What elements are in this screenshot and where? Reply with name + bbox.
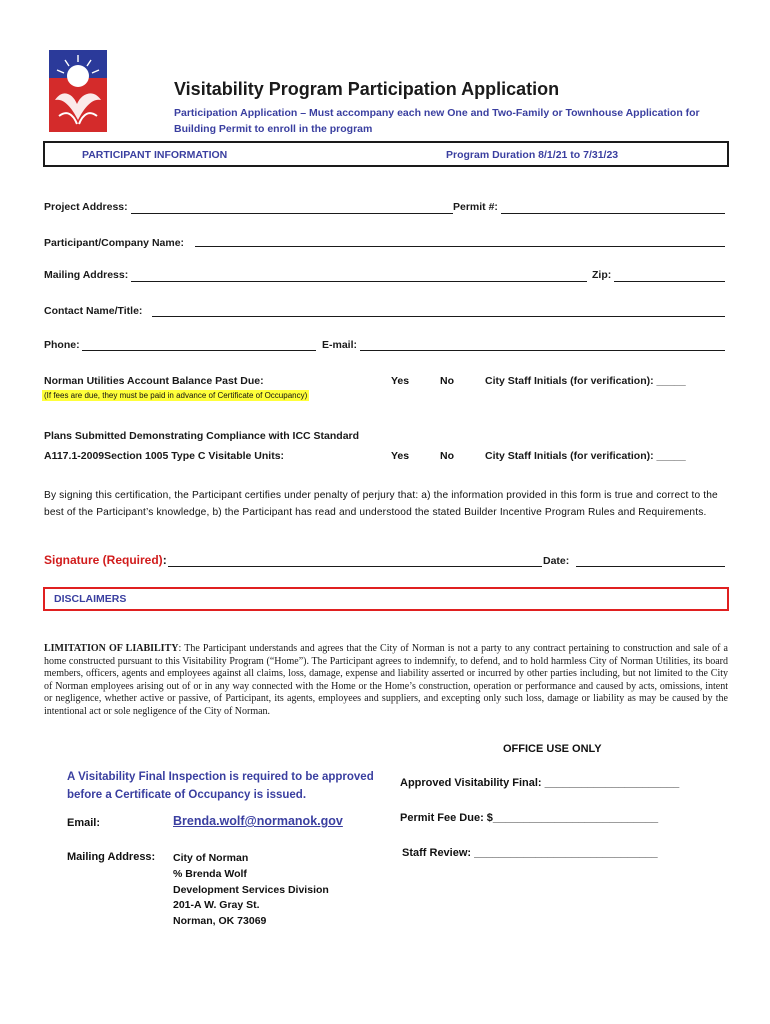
project-address-label: Project Address:	[44, 201, 128, 213]
participant-company-label: Participant/Company Name:	[44, 237, 185, 249]
address-line: City of Norman	[173, 852, 249, 864]
address-line: Development Services Division	[173, 883, 329, 896]
participant-info-heading: PARTICIPANT INFORMATION	[82, 149, 228, 161]
date-field[interactable]	[576, 566, 725, 567]
zip-field[interactable]	[614, 281, 725, 282]
address-line: Norman, OK 73069	[173, 915, 267, 928]
signature-label-text: Signature (Required)	[44, 553, 163, 567]
certification-text: By signing this certification, the Participant certifies under penalty of perjury that: a) the information provided in this form is true and correct to the best of the Participant’s knowledge, b) the Participant has read and understood the stated Builder Incentive Program Rules and Requirements.	[44, 490, 718, 518]
liability-text	[44, 643, 728, 719]
program-duration: Program Duration 8/1/21 to 7/31/23	[446, 149, 619, 161]
mailing-address-label: Mailing Address:	[44, 269, 129, 281]
contact-email-label: Email:	[67, 817, 101, 829]
signature-label: Signature (Required):	[44, 553, 167, 567]
mailing-address-field[interactable]	[131, 281, 587, 282]
utilities-yes-option[interactable]: Yes	[391, 375, 410, 387]
contact-address	[173, 851, 329, 930]
date-label: Date:	[543, 555, 570, 567]
email-label: E-mail:	[322, 339, 358, 351]
plans-yes-option[interactable]: Yes	[391, 450, 410, 462]
plans-no-option[interactable]: No	[440, 450, 454, 462]
signature-field[interactable]	[168, 566, 542, 567]
plans-staff-initials[interactable]: City Staff Initials (for verification): _____	[485, 450, 686, 462]
approved-final-field[interactable]: Approved Visitability Final: ______________________	[400, 777, 680, 789]
permit-label: Permit #:	[453, 201, 498, 213]
phone-label: Phone:	[44, 339, 80, 351]
liability-heading: LIMITATION OF LIABILITY	[44, 643, 179, 654]
disclaimers-box	[43, 587, 729, 611]
permit-fee-field[interactable]: Permit Fee Due: $___________________________	[400, 812, 659, 824]
final-inspection-notice: A Visitability Final Inspection is required to be approved before a Certificate of Occupancy is issued.	[67, 771, 374, 801]
fees-note-highlight: (If fees are due, they must be paid in advance of Certificate of Occupancy)	[44, 391, 308, 400]
address-line: % Brenda Wolf	[173, 867, 247, 880]
participant-company-field[interactable]	[195, 246, 725, 247]
contact-name-label: Contact Name/Title:	[44, 305, 143, 317]
permit-field[interactable]	[501, 213, 725, 214]
page-title: Visitability Program Participation Application	[174, 79, 560, 99]
city-logo-icon	[49, 50, 107, 132]
page-subtitle: Participation Application – Must accompany each new One and Two-Family or Townhouse Application for Building Permit to enroll in the program	[174, 107, 700, 135]
liability-body: : The Participant understands and agrees that the City of Norman is not a party to any contract pertaining to construction and sale of a home constructed pursuant to this Visitability Program (“Home”). The Participant agrees to indemnify, to defend, and to hold harmless City of Norman Utilities, its board members, officers, agents and employees against all claims, loss, damage, expense and liability asserted or incurred by other parties including, but not limited to the City of Norman employees arising out of or in any way connected with the Home or the Home’s construction, operation or performance and caused by acts, omissions, intent or negligence, whether active or passive, of Participant, its agents, employees and suppliers, and excepting only such loss, damage or liability as may be caused by the intentional act or sole negligence of the City of Norman.	[44, 643, 728, 717]
project-address-field[interactable]	[131, 213, 453, 214]
utilities-balance-label: Norman Utilities Account Balance Past Due:	[44, 375, 264, 387]
disclaimers-heading: DISCLAIMERS	[54, 593, 127, 605]
email-field[interactable]	[360, 350, 725, 351]
plans-compliance-label: Plans Submitted Demonstrating Compliance with ICC Standard	[44, 430, 360, 442]
office-use-heading: OFFICE USE ONLY	[503, 743, 602, 755]
zip-label: Zip:	[592, 269, 612, 281]
utilities-staff-initials[interactable]: City Staff Initials (for verification): _____	[485, 375, 686, 387]
phone-field[interactable]	[82, 350, 316, 351]
staff-review-field[interactable]: Staff Review: ______________________________	[402, 847, 658, 859]
plans-standard-label: A117.1-2009Section 1005 Type C Visitable Units:	[44, 450, 285, 462]
contact-email-link[interactable]: Brenda.wolf@normanok.gov	[173, 814, 343, 828]
contact-name-field[interactable]	[152, 316, 725, 317]
utilities-no-option[interactable]: No	[440, 375, 454, 387]
address-line: 201-A W. Gray St.	[173, 899, 260, 912]
contact-mailing-label: Mailing Address:	[67, 851, 156, 863]
